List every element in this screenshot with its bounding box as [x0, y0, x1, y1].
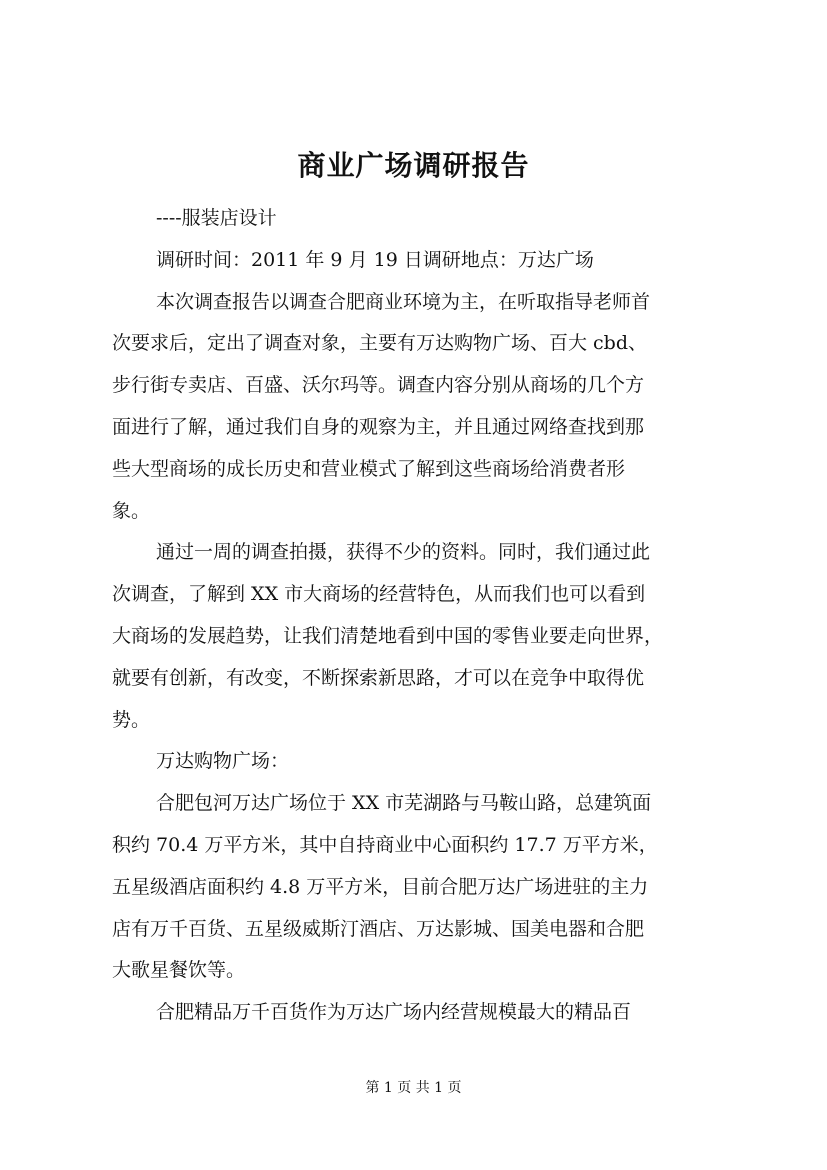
paragraph-line: 大商场的发展趋势，让我们清楚地看到中国的零售业要走向世界， [112, 624, 664, 647]
paragraph-line: 五星级酒店面积约 4.8 万平方米，目前合肥万达广场进驻的主力 [112, 875, 649, 898]
paragraph-line: 通过一周的调查拍摄，获得不少的资料。同时，我们通过此 [156, 541, 651, 564]
paragraph-line: 就要有创新，有改变，不断探索新思路，才可以在竞争中取得优 [112, 666, 645, 689]
section-heading: 万达购物广场： [156, 750, 290, 773]
paragraph-line: 大歌星餐饮等。 [112, 959, 246, 982]
survey-info-line: 调研时间：2011 年 9 月 19 日调研地点：万达广场 [156, 248, 594, 271]
paragraph-line: 象。 [112, 499, 151, 522]
subtitle-line: ----服装店设计 [156, 207, 277, 229]
paragraph-line: 面进行了解，通过我们自身的观察为主，并且通过网络查找到那 [112, 415, 645, 438]
paragraph-line: 店有万千百货、五星级威斯汀酒店、万达影城、国美电器和合肥 [112, 917, 645, 940]
document-title: 商业广场调研报告 [297, 149, 530, 182]
paragraph-line: 势。 [112, 708, 151, 731]
paragraph-line: 合肥精品万千百货作为万达广场内经营规模最大的精品百 [156, 1001, 632, 1024]
paragraph-line: 积约 70.4 万平方米，其中自持商业中心面积约 17.7 万平方米， [112, 833, 658, 856]
paragraph-line: 本次调查报告以调查合肥商业环境为主，在听取指导老师首 [156, 290, 651, 313]
page-number-footer: 第 1 页 共 1 页 [365, 1080, 462, 1096]
paragraph-line: 合肥包河万达广场位于 XX 市芜湖路与马鞍山路，总建筑面 [156, 792, 652, 815]
paragraph-line: 次要求后，定出了调查对象，主要有万达购物广场、百大 cbd、 [112, 332, 648, 355]
paragraph-line: 次调查，了解到 XX 市大商场的经营特色，从而我们也可以看到 [112, 583, 646, 606]
document-body [112, 198, 742, 1034]
paragraph-line: 些大型商场的成长历史和营业模式了解到这些商场给消费者形 [112, 457, 626, 480]
paragraph-line: 步行街专卖店、百盛、沃尔玛等。调查内容分别从商场的几个方 [112, 374, 645, 397]
